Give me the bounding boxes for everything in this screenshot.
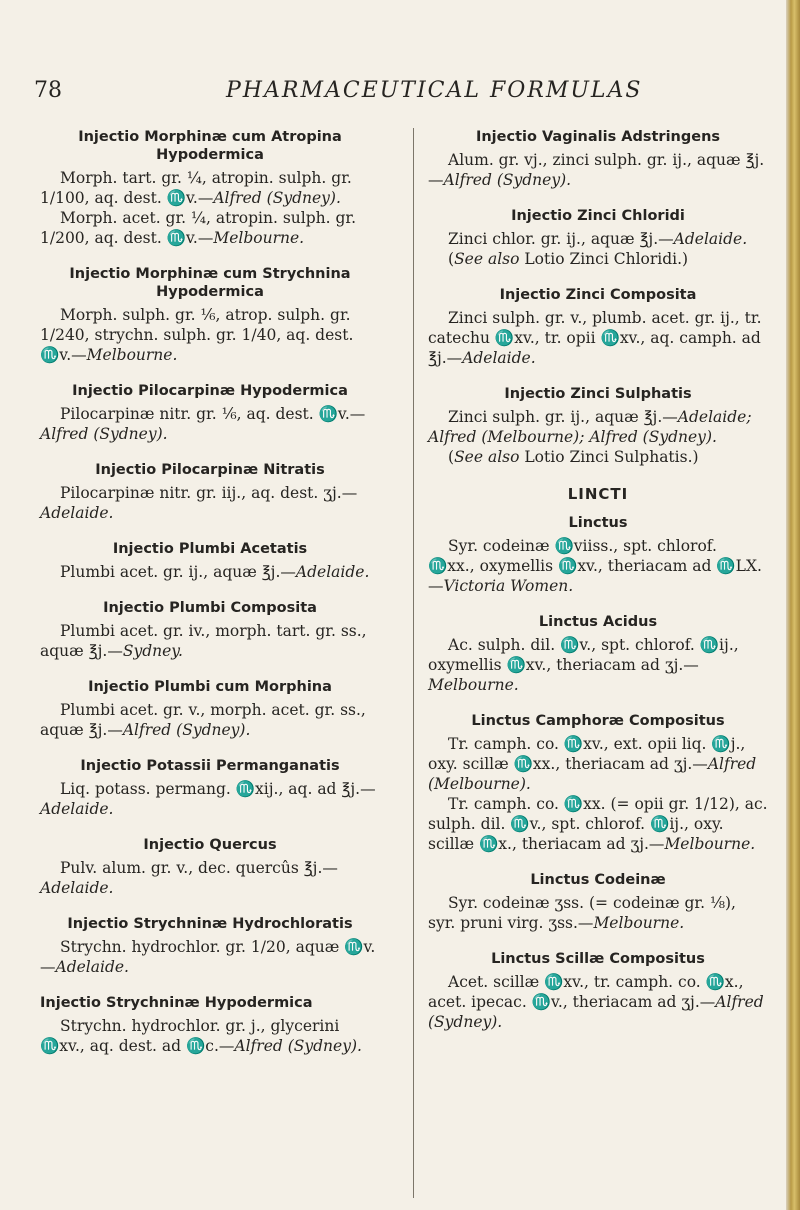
formula-text xyxy=(428,794,768,854)
formula-ingredients: Strychn. hydrochlor. gr. j., glycerini ♏xv., aq. dest. ad ♏c.— xyxy=(40,1017,340,1055)
formula-ingredients: ( xyxy=(448,448,455,466)
formula-source: Adelaide; Alfred (Melbourne); Alfred (Sydney). xyxy=(428,408,752,446)
formula-ingredients: Morph. sulph. gr. ⅙, atrop. sulph. gr. 1/240, strychn. sulph. gr. 1/40, aq. dest. ♏v.— xyxy=(40,306,354,364)
formula-entry xyxy=(428,712,768,854)
formula-title: Injectio Zinci Composita xyxy=(499,287,697,303)
formula-source: Melbourne. xyxy=(593,914,685,932)
formula-title: Injectio Potassii Permanganatis xyxy=(80,758,340,774)
page-header xyxy=(34,76,734,110)
formula-source: Adelaide. xyxy=(40,879,114,897)
formula-ingredients: Ac. sulph. dil. ♏v., spt. chlorof. ♏ij., oxymellis ♏xv., theriacam ad ʒj.— xyxy=(428,636,739,674)
formula-text xyxy=(40,305,380,365)
formula-entry xyxy=(40,994,380,1056)
formula-text xyxy=(428,447,768,467)
formula-source: Adelaide. xyxy=(462,349,536,367)
formula-entry xyxy=(428,514,768,596)
formula-entry xyxy=(40,265,380,365)
formula-ingredients: Syr. codeinæ ʒss. (= codeinæ gr. ⅛), syr. pruni virg. ʒss.— xyxy=(428,894,736,932)
formula-entry xyxy=(428,871,768,933)
formula-text xyxy=(428,150,768,190)
formula-text xyxy=(428,249,768,269)
formula-text xyxy=(40,1016,380,1056)
formula-source: Melbourne. xyxy=(664,835,756,853)
formula-entry xyxy=(40,128,380,248)
formula-text xyxy=(40,858,380,898)
formula-entry xyxy=(40,678,380,740)
formula-title: Injectio Vaginalis Adstringens xyxy=(475,129,721,145)
formula-entry xyxy=(428,128,768,190)
formula-entry xyxy=(428,385,768,467)
formula-ingredients: Acet. scillæ ♏xv., tr. camph. co. ♏x., acet. ipecac. ♏v., theriacam ad ʒj.— xyxy=(428,973,744,1011)
formula-entry xyxy=(40,836,380,898)
formula-ingredients: Plumbi acet. gr. iv., morph. tart. gr. ss., aquæ ℥j.— xyxy=(40,622,367,660)
formula-source: Melbourne. xyxy=(428,676,519,694)
formula-ingredients: Tr. camph. co. ♏xx. (= opii gr. 1/12), ac. sulph. dil. ♏v., spt. chlorof. ♏ij., oxy. scillæ ♏x., theriacam ad ʒj.— xyxy=(428,795,768,853)
formula-ingredients: Liq. potass. permang. ♏xij., aq. ad ℥j.— xyxy=(60,780,376,798)
formula-text xyxy=(428,893,768,933)
formula-source: Sydney. xyxy=(122,642,183,660)
formula-ingredients: Pulv. alum. gr. v., dec. quercûs ℥j.— xyxy=(60,859,338,877)
formula-text xyxy=(40,168,380,208)
formula-ingredients: Pilocarpinæ nitr. gr. ⅙, aq. dest. ♏v.— xyxy=(60,405,366,423)
right-column xyxy=(428,128,768,1049)
formula-source: Adelaide. xyxy=(40,504,114,522)
formula-entry xyxy=(428,207,768,269)
formula-source: Alfred (Sydney). xyxy=(428,993,764,1031)
formula-ingredients: Alum. gr. vj., zinci sulph. gr. ij., aquæ ℥j.— xyxy=(428,151,765,189)
formula-source: Adelaide. xyxy=(40,800,114,818)
formula-source: Adelaide. xyxy=(55,958,129,976)
formula-title: Linctus Acidus xyxy=(538,614,658,630)
formula-entry xyxy=(40,540,380,582)
column-divider xyxy=(413,128,414,1198)
page-edge xyxy=(786,0,800,1210)
formula-source: Adelaide. xyxy=(295,563,370,581)
formula-source: Alfred (Sydney). xyxy=(443,171,572,189)
formula-title: Injectio Strychninæ Hypodermica xyxy=(40,995,313,1011)
formula-entry xyxy=(40,382,380,444)
formula-title: Injectio Zinci Chloridi xyxy=(511,208,685,224)
page-number: 78 xyxy=(34,78,62,103)
formula-title: Injectio Quercus xyxy=(143,837,277,853)
formula-title: Linctus xyxy=(568,515,628,531)
formula-title: Injectio Strychninæ Hydrochloratis xyxy=(67,916,353,932)
formula-source: Victoria Women. xyxy=(443,577,574,595)
formula-source: Alfred (Sydney). xyxy=(234,1037,362,1055)
formula-text xyxy=(428,734,768,794)
formula-text xyxy=(428,972,768,1032)
formula-entry xyxy=(428,613,768,695)
formula-source: See also xyxy=(454,250,520,268)
formula-source: Alfred (Melbourne). xyxy=(428,755,757,793)
formula-ingredients: Plumbi acet. gr. ij., aquæ ℥j.— xyxy=(60,563,296,581)
formula-source: Adelaide. xyxy=(673,230,748,248)
cross-reference: Lotio Zinci Sulphatis.) xyxy=(519,448,699,466)
formula-ingredients: Pilocarpinæ nitr. gr. iij., aq. dest. ʒj.— xyxy=(60,484,358,502)
formula-entry xyxy=(428,286,768,368)
formula-ingredients: Plumbi acet. gr. v., morph. acet. gr. ss., aquæ ℥j.— xyxy=(40,701,366,739)
formula-text xyxy=(40,562,380,582)
formula-text xyxy=(428,536,768,596)
cross-reference: Lotio Zinci Chloridi.) xyxy=(519,250,689,268)
formula-ingredients: Syr. codeinæ ♏viiss., spt. chlorof. ♏xx., oxymellis ♏xv., theriacam ad ♏LX.— xyxy=(428,537,762,595)
formula-entry xyxy=(40,757,380,819)
formula-text xyxy=(428,308,768,368)
formula-source: See also xyxy=(454,448,520,466)
formula-entry xyxy=(40,915,380,977)
formula-title: Injectio Morphinæ cum Strychnina Hypodermica xyxy=(69,266,351,300)
formula-title: Injectio Pilocarpinæ Hypodermica xyxy=(72,383,348,399)
left-column xyxy=(40,128,380,1073)
formula-ingredients: Morph. acet. gr. ¼, atropin. sulph. gr. 1/200, aq. dest. ♏v.— xyxy=(40,209,357,247)
formula-text xyxy=(428,407,768,447)
formula-source: Alfred (Sydney). xyxy=(40,425,168,443)
formula-title: Injectio Pilocarpinæ Nitratis xyxy=(95,462,325,478)
formula-title: Injectio Plumbi Acetatis xyxy=(112,541,308,557)
formula-ingredients: Strychn. hydrochlor. gr. 1/20, aquæ ♏v.— xyxy=(40,938,376,976)
formula-text xyxy=(40,483,380,523)
formula-source: Alfred (Sydney). xyxy=(122,721,251,739)
formula-source: Alfred (Sydney). xyxy=(213,189,341,207)
formula-ingredients: Zinci sulph. gr. v., plumb. acet. gr. ij., tr. catechu ♏xv., tr. opii ♏xv., aq. camph. ad ℥j.— xyxy=(428,309,762,367)
formula-title: Injectio Plumbi Composita xyxy=(103,600,317,616)
formula-text xyxy=(40,779,380,819)
formula-source: Melbourne. xyxy=(86,346,178,364)
formula-text xyxy=(40,621,380,661)
formula-entry xyxy=(40,461,380,523)
formula-title: Injectio Plumbi cum Morphina xyxy=(88,679,332,695)
formula-title: Injectio Morphinæ cum Atropina Hypodermica xyxy=(78,129,342,163)
formula-text xyxy=(40,700,380,740)
formula-title: Linctus Scillæ Compositus xyxy=(491,951,705,967)
formula-text xyxy=(40,208,380,248)
formula-ingredients: Tr. camph. co. ♏xv., ext. opii liq. ♏j., oxy. scillæ ♏xx., theriacam ad ʒj.— xyxy=(428,735,746,773)
formula-entry xyxy=(40,599,380,661)
section-heading: LINCTI xyxy=(567,485,629,503)
formula-entry xyxy=(428,950,768,1032)
formula-text xyxy=(40,404,380,444)
formula-ingredients: Zinci chlor. gr. ij., aquæ ℥j.— xyxy=(448,230,674,248)
formula-text xyxy=(428,635,768,695)
formula-title: Linctus Camphoræ Compositus xyxy=(471,713,725,729)
running-head: PHARMACEUTICAL FORMULAS xyxy=(226,78,643,103)
formula-ingredients: ( xyxy=(448,250,455,268)
formula-ingredients: Morph. tart. gr. ¼, atropin. sulph. gr. 1/100, aq. dest. ♏v.— xyxy=(40,169,352,207)
formula-title: Linctus Codeinæ xyxy=(530,872,666,888)
formula-text xyxy=(40,937,380,977)
formula-text xyxy=(428,229,768,249)
formula-ingredients: Zinci sulph. gr. ij., aquæ ℥j.— xyxy=(448,408,678,426)
formula-source: Melbourne. xyxy=(213,229,305,247)
formula-title: Injectio Zinci Sulphatis xyxy=(504,386,692,402)
